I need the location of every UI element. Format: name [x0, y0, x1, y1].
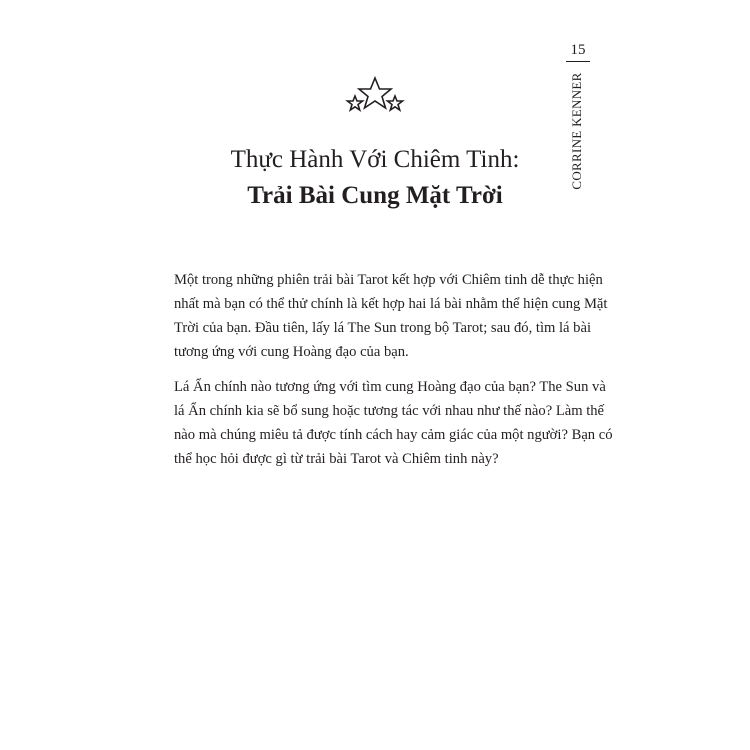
text-line: thể học hỏi được gì từ trải bài Tarot và Chiêm tinh này?	[174, 451, 499, 467]
text-line: tương ứng với cung Hoàng đạo của bạn.	[174, 344, 409, 360]
text-line: nào mà chúng miêu tả được tính cách hay cảm giác của một người? Bạn có	[174, 427, 613, 443]
page-number: 15	[566, 42, 590, 62]
running-header-author: CORRINE KENNER	[569, 72, 584, 190]
chapter-title-line2: Trải Bài Cung Mặt Trời	[247, 182, 503, 209]
paragraph-2	[174, 375, 613, 471]
text-line: lá Ẩn chính kia sẽ bổ sung hoặc tương tác với nhau như thế nào? Làm thế	[174, 403, 605, 419]
three-stars-icon	[345, 76, 405, 112]
text-line: Một trong những phiên trải bài Tarot kết hợp với Chiêm tinh dễ thực hiện	[174, 272, 603, 288]
text-line: Trời của bạn. Đầu tiên, lấy lá The Sun trong bộ Tarot; sau đó, tìm lá bài	[174, 320, 592, 336]
text-line: nhất mà bạn có thể thử chính là kết hợp hai lá bài nhằm thể hiện cung Mặt	[174, 296, 608, 312]
text-line: Lá Ẩn chính nào tương ứng với tìm cung Hoàng đạo của bạn? The Sun và	[174, 379, 606, 395]
paragraph-1	[174, 268, 608, 364]
chapter-title-line1: Thực Hành Với Chiêm Tinh:	[230, 146, 520, 173]
body-text	[174, 268, 613, 482]
